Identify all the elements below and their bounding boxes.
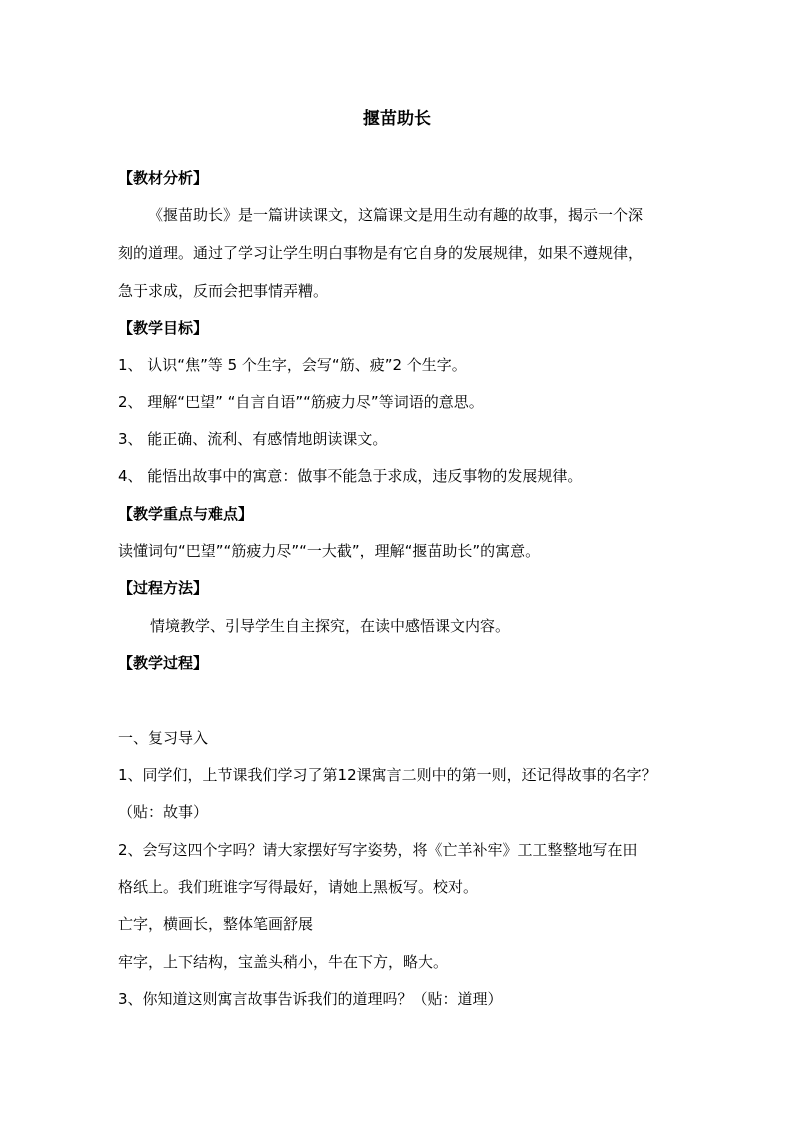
document-title: 揠苗助长 xyxy=(363,109,431,129)
method-text: 情境教学、引导学生自主探究，在读中感悟课文内容。 xyxy=(150,617,511,635)
analysis-line: 刻的道理。通过了学习让学生明白事物是有它自身的发展规律，如果不遵规律， xyxy=(118,244,644,262)
section-heading-method: 【过程方法】 xyxy=(118,579,209,597)
section-heading-goals: 【教学目标】 xyxy=(118,319,209,337)
process-line: 3、你知道这则寓言故事告诉我们的道理吗？（贴：道理） xyxy=(118,990,503,1008)
keypoints-text: 读懂词句“巴望”“筋疲力尽”“一大截”，理解“揠苗助长”的寓意。 xyxy=(118,542,541,560)
process-line: 牢字，上下结构，宝盖头稍小，牛在下方，略大。 xyxy=(118,953,449,971)
goal-item: 3、 能正确、流利、有感情地朗读课文。 xyxy=(118,430,388,448)
goal-item: 4、 能悟出故事中的寓意：做事不能急于求成，违反事物的发展规律。 xyxy=(118,467,583,485)
analysis-line: 急于求成，反而会把事情弄糟。 xyxy=(118,282,329,300)
analysis-line: 《揠苗助长》是一篇讲读课文，这篇课文是用生动有趣的故事，揭示一个深 xyxy=(148,206,644,224)
section-heading-process: 【教学过程】 xyxy=(118,654,209,672)
process-line: 格纸上。我们班谁字写得最好，请她上黑板写。校对。 xyxy=(118,878,479,896)
process-line: （贴：故事） xyxy=(118,803,209,821)
goal-item: 2、 理解“巴望” “自言自语”“筋疲力尽”等词语的意思。 xyxy=(118,393,484,411)
process-line: 一、复习导入 xyxy=(118,729,209,747)
process-line: 2、会写这四个字吗？请大家摆好写字姿势，将《亡羊补牢》工工整整地写在田 xyxy=(118,841,638,859)
process-line: 亡字，横画长，整体笔画舒展 xyxy=(118,915,314,933)
section-heading-keypoints: 【教学重点与难点】 xyxy=(118,505,254,523)
process-line: 1、同学们，上节课我们学习了第12课寓言二则中的第一则，还记得故事的名字？ xyxy=(118,766,657,784)
goal-item: 1、 认识“焦”等 5 个生字，会写“筋、疲”2 个生字。 xyxy=(118,356,467,374)
section-heading-analysis: 【教材分析】 xyxy=(118,169,209,187)
